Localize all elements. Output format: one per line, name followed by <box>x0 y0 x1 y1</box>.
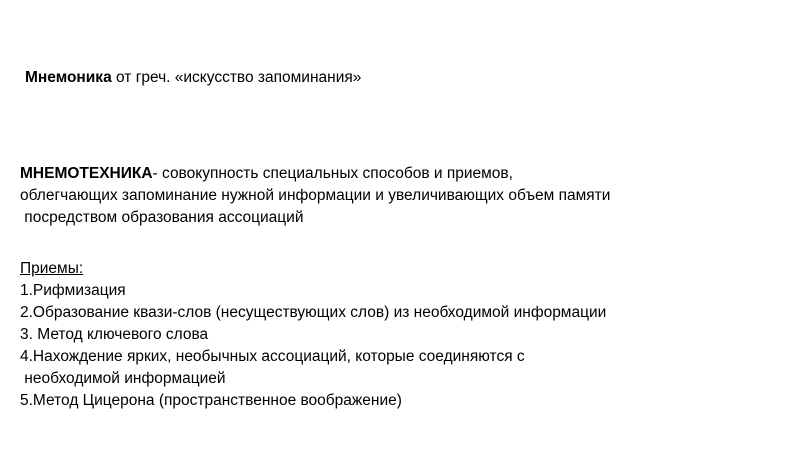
mnemonics-heading <box>25 68 361 88</box>
technique-item: 4.Нахождение ярких, необычных ассоциаций, которые соединяются с <box>20 348 525 365</box>
technique-item: 1.Рифмизация <box>20 282 126 299</box>
definition-line-1-text: - совокупность специальных способов и приемов, <box>152 165 513 182</box>
definition-line-2: облегчающих запоминание нужной информации и увеличивающих объем памяти <box>20 187 611 204</box>
mnemonics-origin: от греч. «искусство запоминания» <box>111 69 362 86</box>
mnemotechnics-term: МНЕМОТЕХНИКА <box>20 165 153 182</box>
techniques-title: Приемы: <box>20 260 84 277</box>
technique-item: 2.Образование квази-слов (несуществующих слов) из необходимой информации <box>20 304 607 321</box>
definition-line-3: посредством образования ассоциаций <box>20 209 304 226</box>
technique-item-continuation: необходимой информацией <box>20 370 226 387</box>
technique-item: 3. Метод ключевого слова <box>20 326 209 343</box>
technique-item: 5.Метод Цицерона (пространственное воображение) <box>20 392 402 409</box>
techniques-list <box>20 258 606 412</box>
definition-line-1 <box>20 163 610 185</box>
mnemotechnics-definition <box>20 163 610 229</box>
mnemonics-term: Мнемоника <box>25 69 112 86</box>
